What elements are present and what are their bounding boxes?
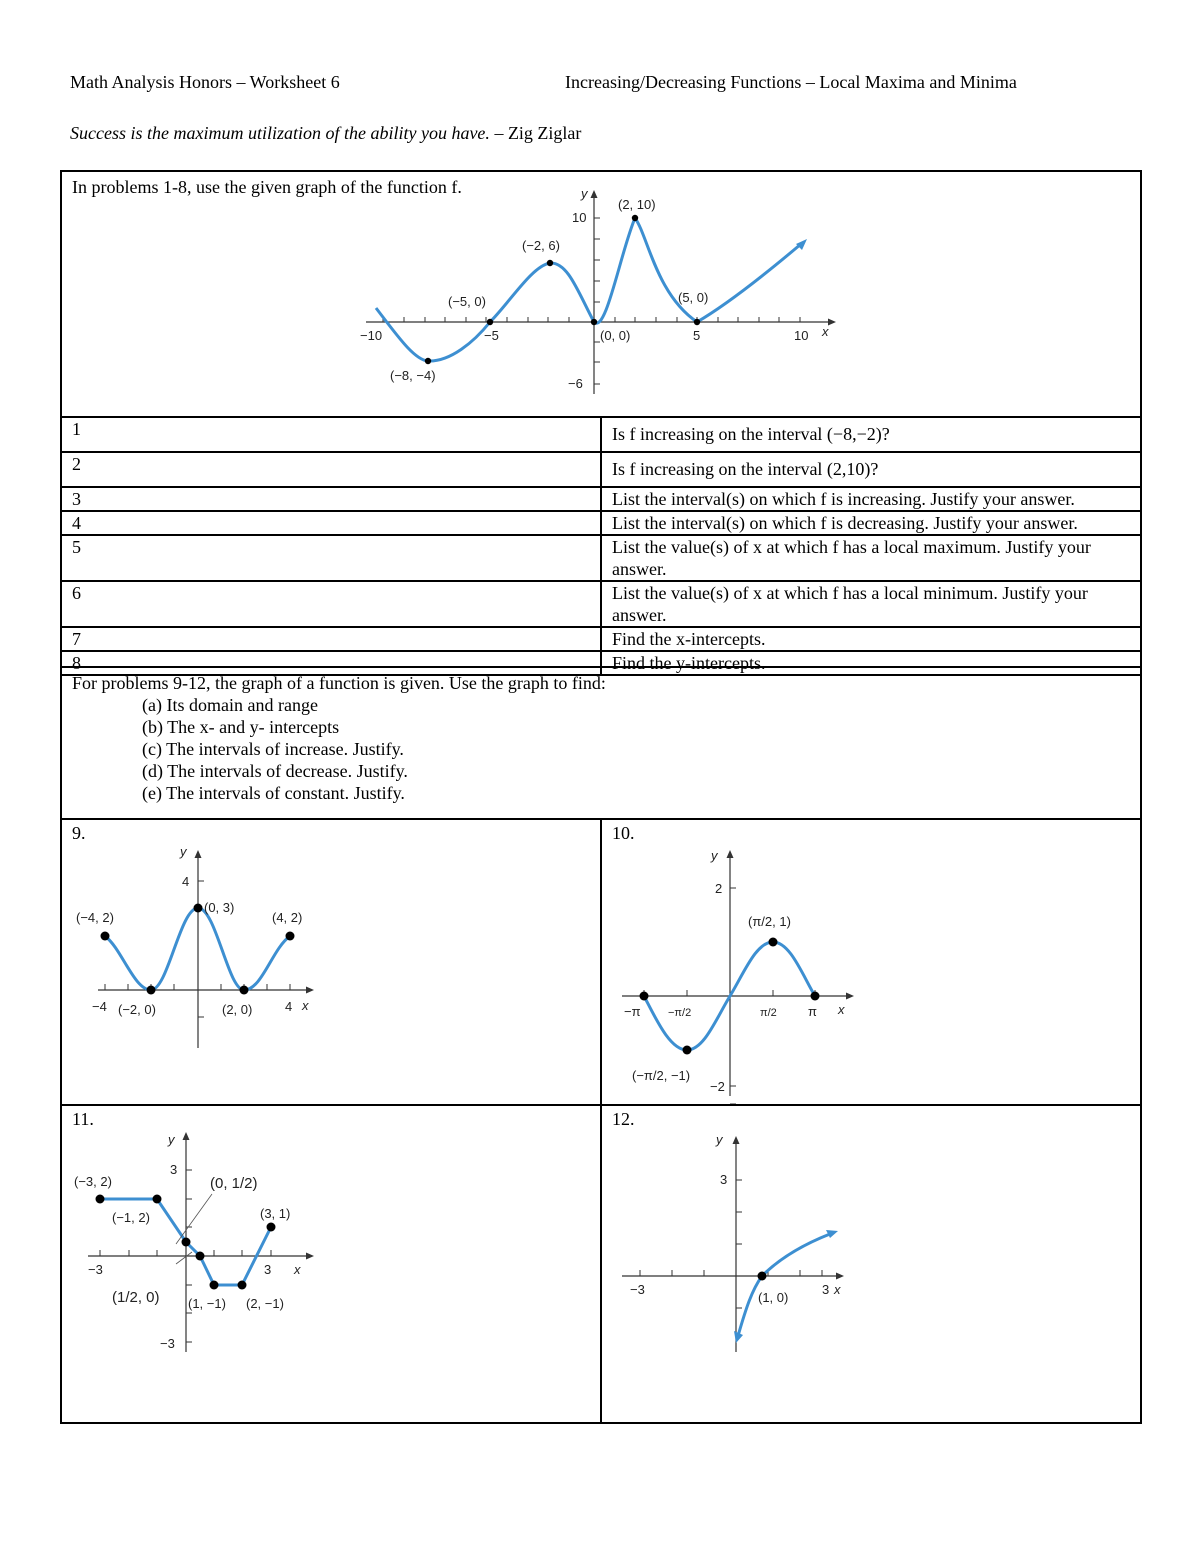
problem-row [61,487,1141,511]
y-tick-label: −6 [568,376,583,391]
problem-number: 2 [61,452,601,487]
problem-row [61,581,1141,627]
x-tick-label: 4 [285,999,293,1014]
problems-9-12-table [60,666,1142,1424]
point-label: (1, −1) [188,1296,226,1311]
graph-f [356,184,846,402]
y-axis-label: y [716,1132,723,1147]
problem-number: 12. [612,1109,635,1129]
graph-9 [72,844,322,1054]
y-axis-label: y [180,844,187,859]
problem-number: 10. [612,823,635,843]
problem-text: Find the x-intercepts. [601,627,1141,651]
problem-12-cell [601,1105,1141,1423]
sub-question: (b) The x- and y- intercepts [142,717,340,737]
problem-number: 1 [61,417,601,452]
point-label: (−4, 2) [76,910,114,925]
x-axis-label: x [838,1002,845,1017]
x-tick-label: −3 [88,1262,103,1277]
x-axis-label: x [294,1262,301,1277]
problem-text: List the interval(s) on which f is increasing. Justify your answer. [601,487,1141,511]
problem-row [61,627,1141,651]
x-tick-label: −5 [484,328,499,343]
quote [70,123,581,144]
point-label: (−π/2, −1) [632,1068,691,1083]
point-label: (π/2, 1) [748,914,791,929]
problem-row [61,452,1141,487]
x-tick-label: −4 [92,999,107,1014]
problem-number: 4 [61,511,601,535]
problem-number: 6 [61,581,601,627]
x-tick-label: 10 [794,328,809,343]
y-axis-label: y [581,186,588,201]
section1-intro-cell [61,171,1141,417]
sub-question: (d) The intervals of decrease. Justify. [142,761,408,781]
problem-number: 11. [72,1109,94,1129]
point-label: (−3, 2) [74,1174,112,1189]
point-label: (−2, 6) [522,238,560,253]
point-label: (1/2, 0) [112,1289,160,1306]
x-tick-label: −3 [630,1282,645,1297]
x-tick-label: −π [624,1004,641,1019]
sub-question: (a) Its domain and range [142,695,318,715]
problem-9-cell [61,819,601,1105]
x-tick-label: 3 [264,1262,272,1277]
point-label: (−1, 2) [112,1210,150,1225]
point-label: (3, 1) [260,1206,291,1221]
point-label: (−2, 0) [118,1002,156,1017]
point-label: (2, 0) [222,1002,253,1017]
worksheet-topic: Increasing/Decreasing Functions – Local Maxima and Minima [565,72,1017,92]
point-label: (1, 0) [758,1290,789,1305]
section2-intro-cell [61,667,1141,819]
y-tick-label: 3 [170,1162,178,1177]
section2-intro: For problems 9-12, the graph of a function is given. Use the graph to find: [72,673,606,693]
x-axis-label: x [302,998,309,1013]
point-label: (0, 1/2) [210,1175,258,1192]
worksheet-title: Math Analysis Honors – Worksheet 6 [70,72,340,92]
problem-text: Find the y-intercepts. [601,651,1141,675]
point-label: (5, 0) [678,290,709,305]
point-label: (2, −1) [246,1296,284,1311]
problem-text: Is f increasing on the interval (−8,−2)? [601,417,1141,452]
graph-10 [612,844,862,1104]
y-tick-label: −2 [710,1079,725,1094]
quote-text: Success is the maximum utilization of the ability you have. [70,123,490,143]
y-tick-label: 4 [182,874,190,889]
sub-question: (e) The intervals of constant. Justify. [142,783,405,803]
problem-text: List the value(s) of x at which f has a local minimum. Justify your answer. [601,581,1141,627]
y-tick-label: −3 [160,1336,175,1351]
y-tick-label: 2 [715,881,723,896]
problem-number: 3 [61,487,601,511]
problems-1-8-table [60,170,1142,676]
x-axis-label: x [834,1282,841,1297]
problem-text: List the value(s) of x at which f has a local maximum. Justify your answer. [601,535,1141,581]
point-label: (−8, −4) [390,368,436,383]
y-axis-label: y [711,848,718,863]
x-tick-label: π [808,1004,817,1019]
problem-11-cell [61,1105,601,1423]
x-axis-label: x [822,324,829,339]
x-tick-label: −10 [360,328,383,343]
point-label: (0, 0) [600,328,631,343]
sub-question: (c) The intervals of increase. Justify. [142,739,404,759]
problem-10-cell [601,819,1141,1105]
graph-11 [72,1130,332,1360]
problem-number: 9. [72,823,86,843]
point-label: (4, 2) [272,910,303,925]
y-tick-label: 3 [720,1172,728,1187]
y-tick-label: 10 [572,210,587,225]
problem-text: List the interval(s) on which f is decreasing. Justify your answer. [601,511,1141,535]
x-tick-label: 3 [822,1282,830,1297]
x-tick-label: π/2 [760,1007,777,1019]
x-tick-label: −π/2 [668,1007,692,1019]
graph-12 [612,1130,862,1360]
problem-number: 8 [61,651,601,675]
point-label: (−5, 0) [448,294,486,309]
x-tick-label: 5 [693,328,701,343]
point-label: (0, 3) [204,900,235,915]
problem-number: 5 [61,535,601,581]
problem-row [61,511,1141,535]
problem-number: 7 [61,627,601,651]
quote-author: – Zig Ziglar [489,123,582,143]
problem-row [61,535,1141,581]
problem-row [61,417,1141,452]
y-axis-label: y [168,1132,175,1147]
problem-text: Is f increasing on the interval (2,10)? [601,452,1141,487]
point-label: (2, 10) [618,197,656,212]
section1-intro: In problems 1-8, use the given graph of the function f. [72,177,462,197]
